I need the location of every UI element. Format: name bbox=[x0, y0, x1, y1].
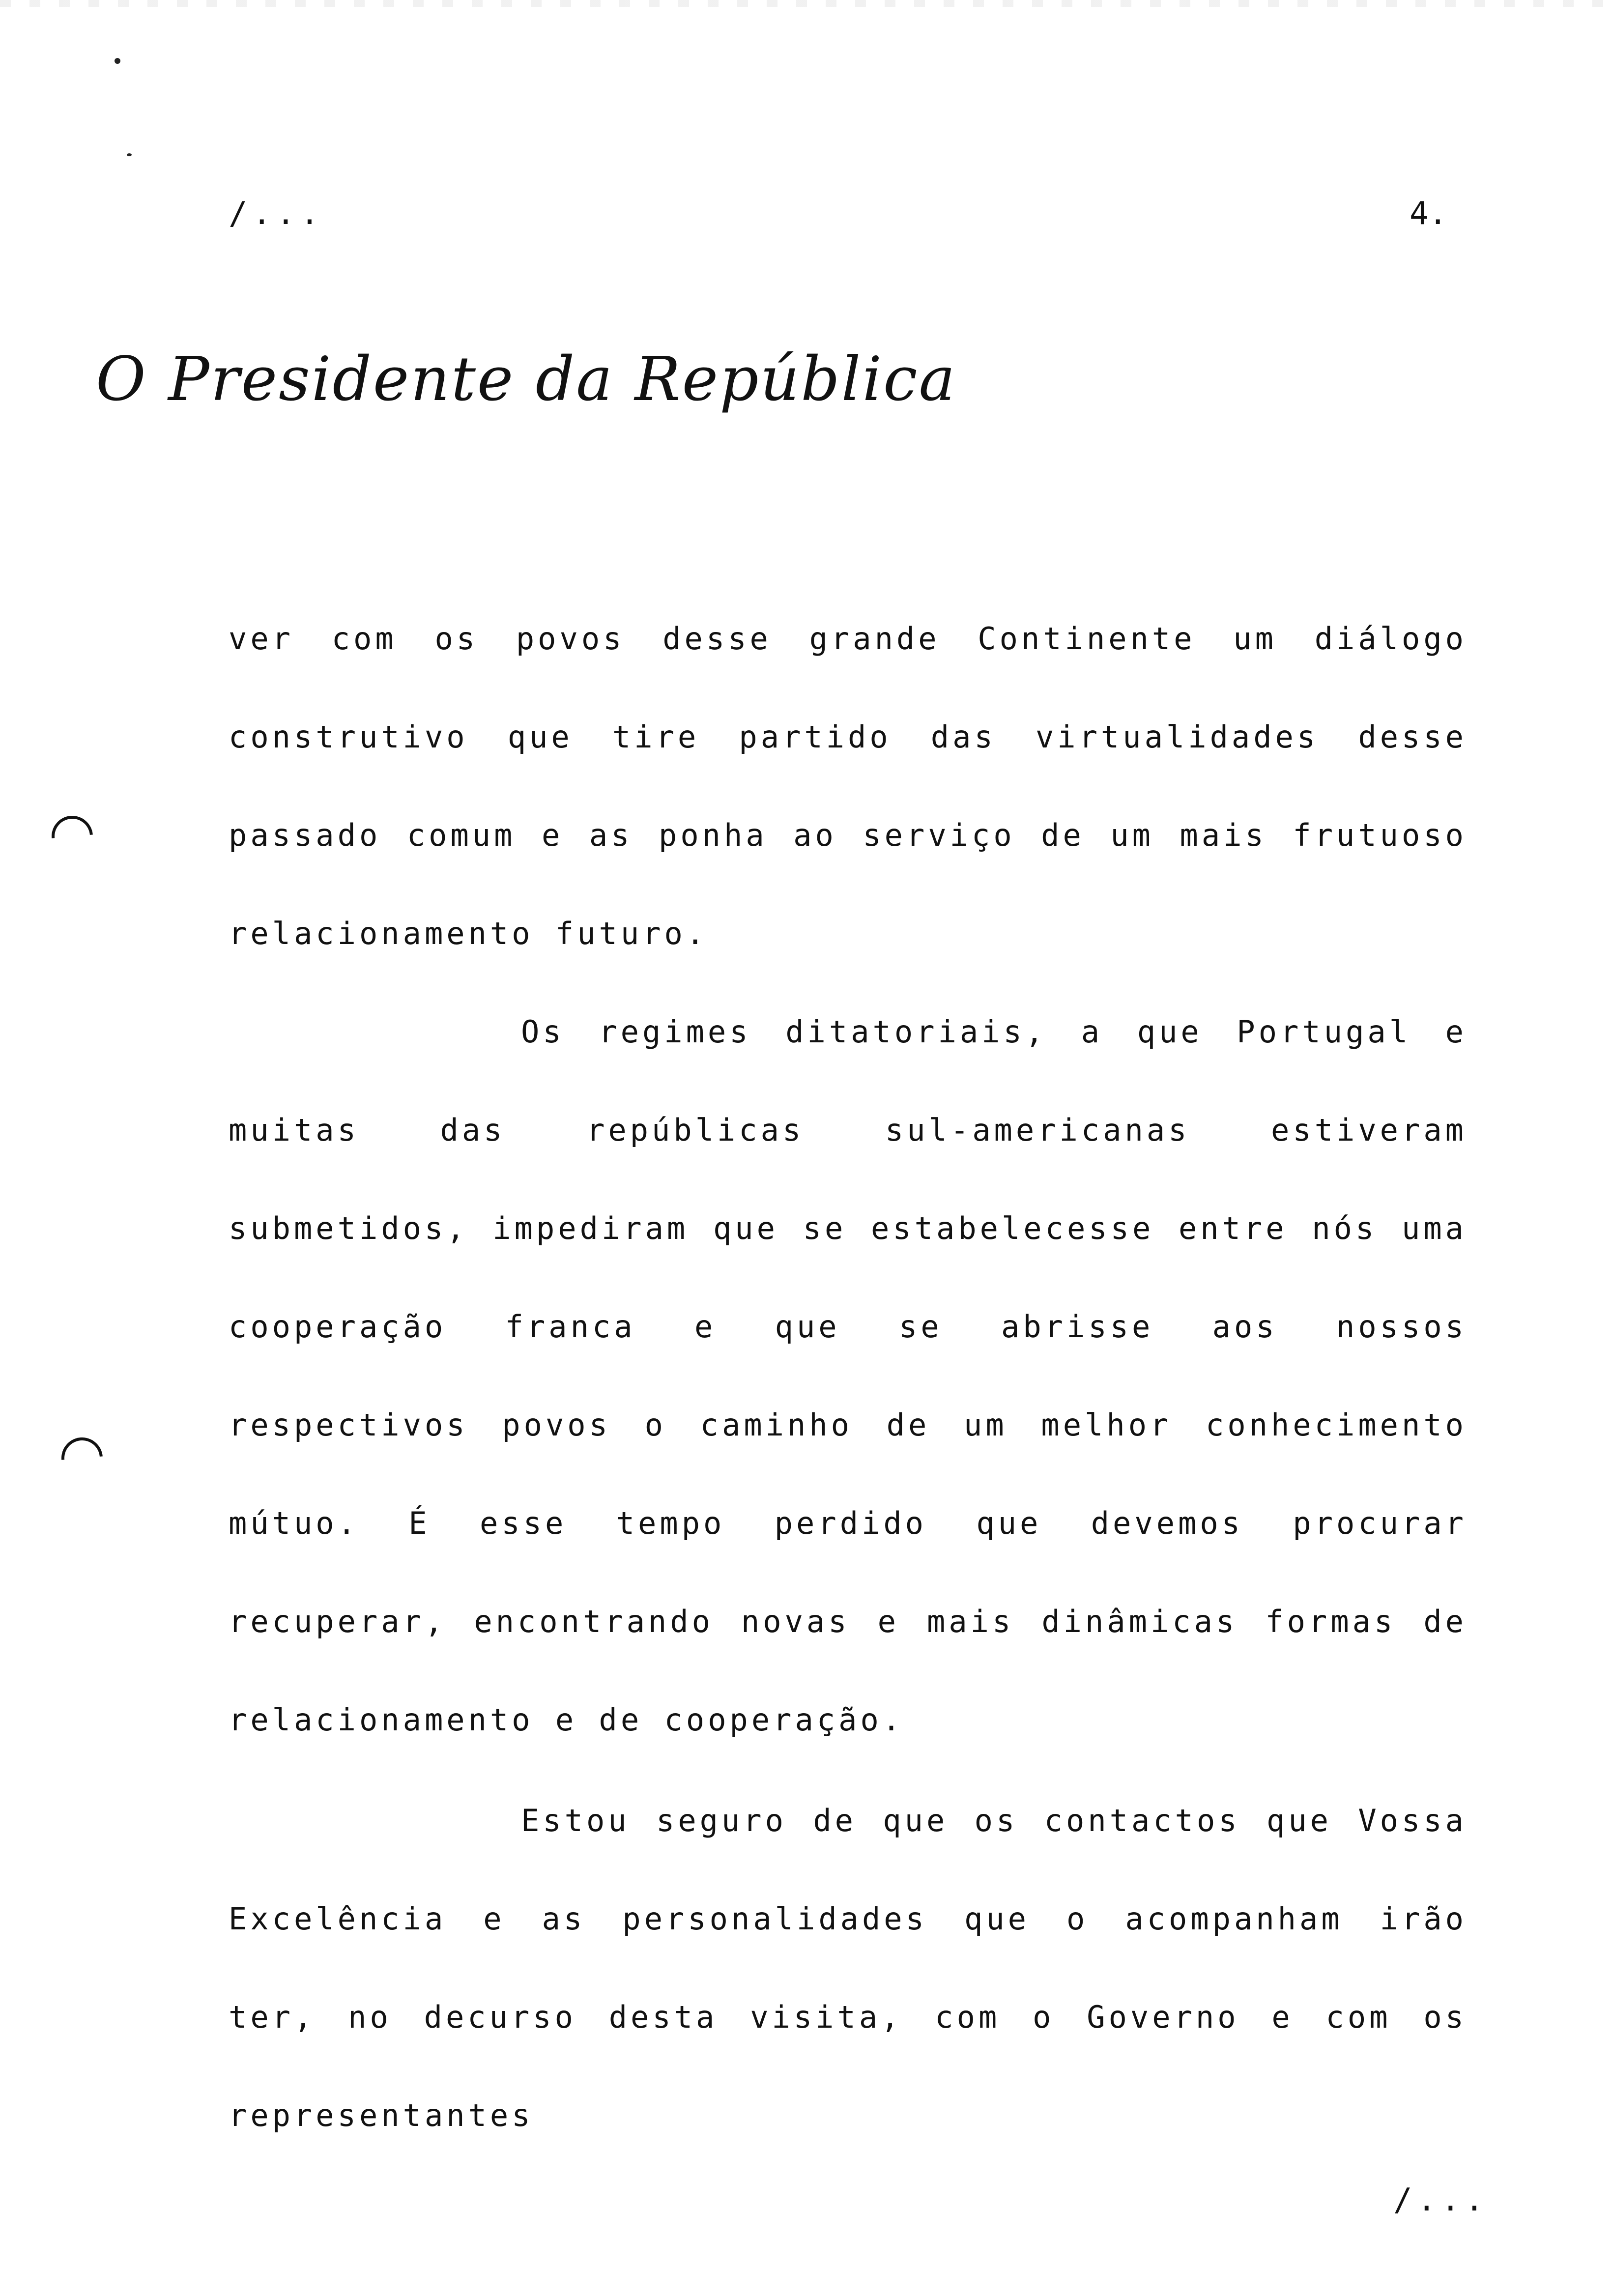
scan-speck bbox=[115, 58, 120, 64]
punch-hole bbox=[43, 807, 101, 865]
continuation-mark-bottom: /... bbox=[1393, 2182, 1489, 2218]
paragraph-1: ver com os povos desse grande Continente um diálogo construtivo que tire partido das virtualidades desse passado comum e as ponha ao serviço de um mais frutuoso relacionamento futuro. bbox=[229, 621, 1467, 951]
scan-speck bbox=[127, 153, 132, 156]
punch-hole bbox=[53, 1429, 111, 1487]
scan-edge-noise bbox=[0, 0, 1612, 7]
page-number: 4. bbox=[1410, 196, 1448, 232]
paragraph-3: Estou seguro de que os contactos que Vossa Excelência e as personalidades que o acompanham irão ter, no decurso desta visita, com o Governo e com os representantes bbox=[229, 1803, 1467, 2133]
continuation-mark-top: /... bbox=[229, 196, 324, 232]
letterhead-title: O Presidente da República bbox=[96, 344, 957, 415]
paragraph-2: Os regimes ditatoriais, a que Portugal e muitas das repúblicas sul-americanas estiveram submetidos, impediram que se estabelecesse entre nós uma cooperação franca e que se abrisse aos nossos respectivos povos o caminho de um melhor conhecimento mútuo. É esse tempo perdido que devemos procurar recuperar, encontrando novas e mais dinâmicas formas de relacionamento e de cooperação. bbox=[229, 1014, 1467, 1738]
